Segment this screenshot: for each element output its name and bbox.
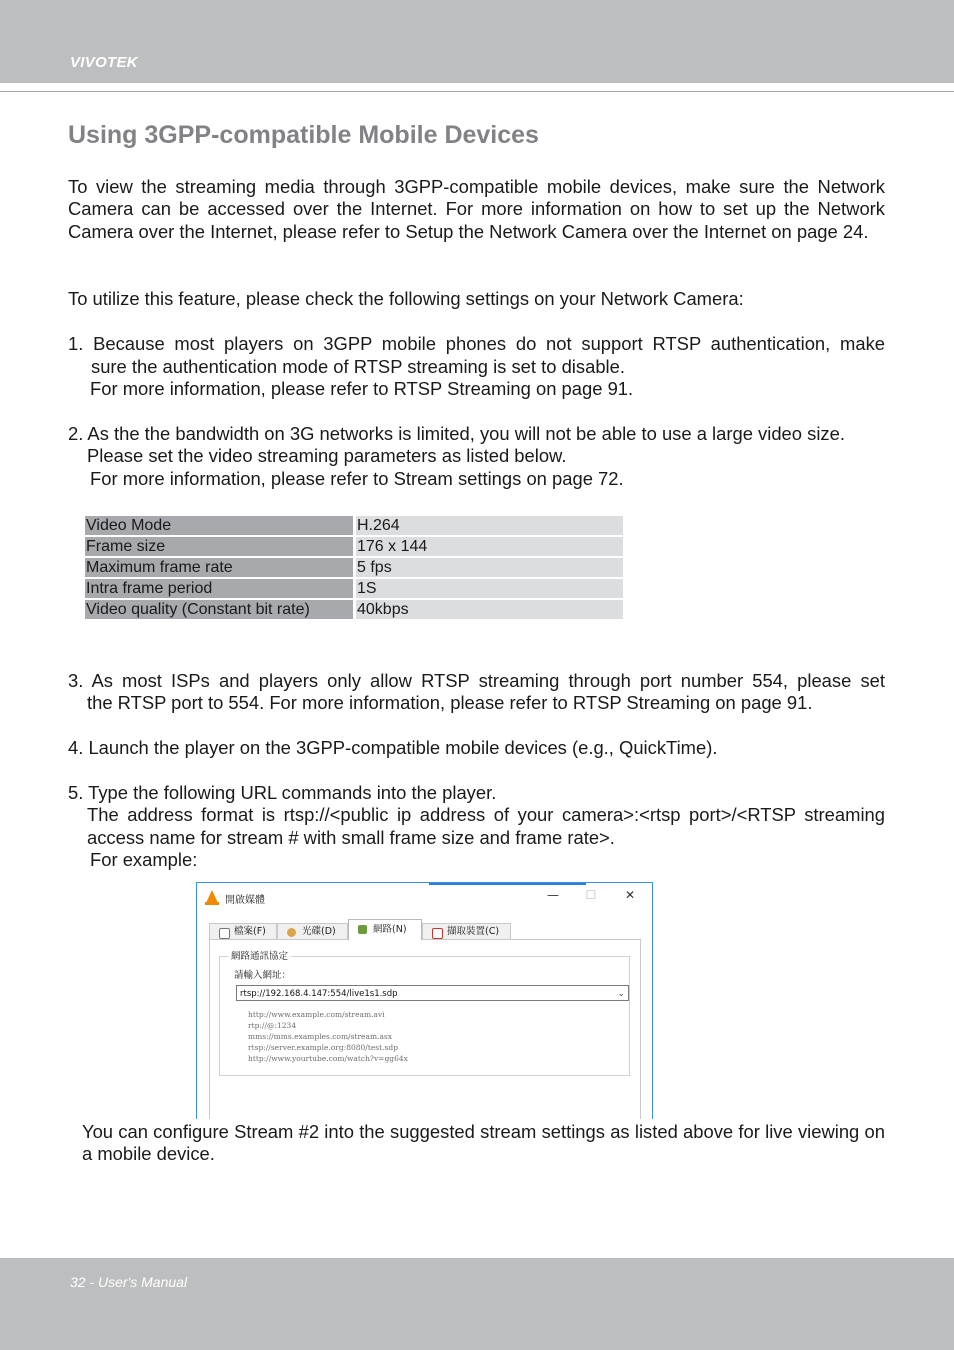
setting-value: H.264 [356, 516, 623, 535]
example-url: rtsp://server.example.org:8080/test.sdp [248, 1043, 398, 1052]
tab-network[interactable] [348, 919, 422, 940]
tab-network-label: 網路(N) [373, 924, 407, 935]
tab-file[interactable] [209, 923, 277, 939]
dialog-title: 開啟媒體 [225, 895, 265, 906]
utilize-paragraph: To utilize this feature, please check the following settings on your Network Camera: [68, 288, 744, 309]
step1-line3: For more information, please refer to RTSP Streaming on page 91. [90, 378, 634, 399]
step2-line1: 2. As the the bandwidth on 3G networks is limited, you will not be able to use a large video size. [68, 423, 845, 444]
url-input[interactable] [236, 985, 629, 1001]
minimize-button[interactable]: — [547, 888, 559, 902]
setting-key: Intra frame period [85, 579, 356, 598]
close-button[interactable]: ✕ [624, 888, 636, 902]
settings-row [85, 537, 623, 556]
tab-disc-label: 光碟(D) [302, 926, 336, 937]
step5-line1: 5. Type the following URL commands into the player. [68, 782, 497, 803]
step5-line4: For example: [90, 849, 198, 870]
capture-device-icon [432, 928, 443, 939]
url-value: rtsp://192.168.4.147:554/live1s1.sdp [240, 989, 398, 999]
vlc-cone-base [205, 902, 219, 905]
settings-row [85, 558, 623, 577]
group-title: 網路通訊協定 [228, 948, 291, 962]
example-url: rtp://@:1234 [248, 1021, 297, 1030]
open-media-dialog [196, 882, 653, 1119]
step3-line1: 3. As most ISPs and players only allow RTSP streaming through port number 554, please set [68, 670, 885, 691]
step3-line2: the RTSP port to 554. For more information, please refer to RTSP Streaming on page 91. [87, 692, 813, 713]
setting-key: Frame size [85, 537, 356, 556]
setting-value: 5 fps [356, 558, 623, 577]
url-examples [248, 1009, 408, 1064]
page-number-label: 32 - User's Manual [70, 1274, 188, 1290]
page-footer [0, 1258, 954, 1350]
intro-paragraph: To view the streaming media through 3GPP-compatible mobile devices, make sure the Network Camera can be accessed over the Internet. For more information on how to set up the Network Camera over the Internet, please refer to Setup the Network Camera over the Internet on page 24. [68, 176, 885, 242]
settings-row [85, 516, 623, 535]
brand-logo: VIVOTEK [70, 54, 138, 71]
step1-line1: 1. Because most players on 3GPP mobile phones do not support RTSP authentication, make [68, 333, 885, 354]
maximize-button[interactable]: ☐ [585, 888, 597, 902]
tab-file-label: 檔案(F) [234, 926, 266, 937]
settings-row [85, 579, 623, 598]
setting-value: 40kbps [356, 600, 623, 619]
dialog-titlebar [197, 883, 652, 911]
disc-icon [287, 928, 296, 937]
setting-key: Maximum frame rate [85, 558, 356, 577]
tab-capture[interactable] [422, 923, 511, 939]
network-tab-panel [209, 939, 641, 1119]
example-url: mms://mms.examples.com/stream.asx [248, 1032, 392, 1041]
section-title: Using 3GPP-compatible Mobile Devices [68, 121, 539, 149]
network-icon [358, 925, 367, 934]
closing-paragraph: You can configure Stream #2 into the suggested stream settings as listed above for live viewing on a mobile device. [82, 1121, 885, 1165]
tab-capture-label: 擷取裝置(C) [447, 926, 500, 937]
page-header [0, 0, 954, 83]
step2-line3: For more information, please refer to Stream settings on page 72. [90, 468, 624, 489]
setting-key: Video quality (Constant bit rate) [85, 600, 356, 619]
step2-line2: Please set the video streaming parameters as listed below. [87, 445, 567, 466]
step5-line3: access name for stream # with small frame size and frame rate>. [87, 827, 615, 848]
chevron-down-icon[interactable]: ⌄ [617, 989, 625, 999]
setting-value: 176 x 144 [356, 537, 623, 556]
tab-disc[interactable] [277, 923, 348, 939]
setting-value: 1S [356, 579, 623, 598]
settings-row [85, 600, 623, 619]
stream-settings-table [85, 514, 623, 621]
header-divider [0, 91, 954, 92]
url-label: 請輸入網址： [234, 970, 292, 981]
step4-line: 4. Launch the player on the 3GPP-compatible mobile devices (e.g., QuickTime). [68, 737, 718, 758]
example-url: http://www.example.com/stream.avi [248, 1010, 385, 1019]
step5-line2: The address format is rtsp://<public ip address of your camera>:<rtsp port>/<RTSP streaming [87, 804, 885, 825]
tab-container [209, 919, 639, 1119]
setting-key: Video Mode [85, 516, 356, 535]
network-protocol-group [219, 951, 630, 1076]
example-url: http://www.yourtube.com/watch?v=gg64x [248, 1054, 408, 1063]
file-icon [219, 928, 230, 939]
step1-line2: sure the authentication mode of RTSP streaming is set to disable. [91, 356, 625, 377]
